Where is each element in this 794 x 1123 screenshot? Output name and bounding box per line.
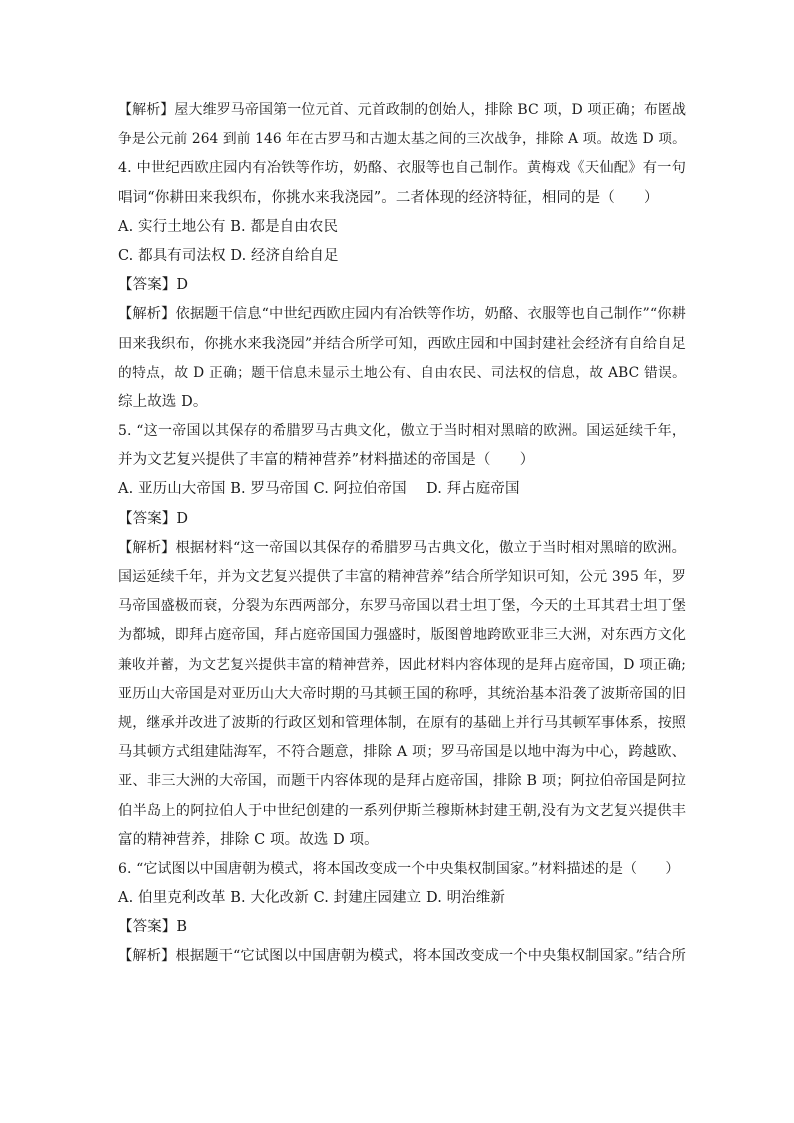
question-4-stem: 4. 中世纪西欧庄园内有冶铁等作坊，奶酪、衣服等也自己制作。黄梅戏《天仙配》有一句 <box>118 160 686 177</box>
text-line: 【解析】屋大维罗马帝国第一位元首、元首政制的创始人，排除 BC 项，D 项正确；布匿战 <box>118 102 687 118</box>
analysis-text: 亚历山大帝国是对亚历山大大帝时期的马其顿王国的称呼，其统治基本沿袭了波斯帝国的旧 <box>118 685 686 702</box>
question-4-options: C. 都具有司法权 D. 经济自给自足 <box>118 247 339 264</box>
analysis-text: 【解析】依据题干信息“中世纪西欧庄园内有冶铁等作坊，奶酪、衣服等也自己制作”“你耕 <box>118 306 686 323</box>
document-page <box>118 96 686 972</box>
analysis-text: 综上故选 D。 <box>118 393 208 410</box>
answer-label: 【答案】D <box>118 277 189 294</box>
analysis-text: 马帝国盛极而衰，分裂为东西两部分，东罗马帝国以君士坦丁堡，今天的土耳其君士坦丁堡 <box>118 598 686 615</box>
answer-label: 【答案】D <box>118 510 189 527</box>
question-5-stem: 5. “这一帝国以其保存的希腊罗马古典文化，傲立于当时相对黑暗的欧洲。国运延续千年， <box>118 423 686 440</box>
analysis-text: 亚、非三大洲的大帝国，而题干内容体现的是拜占庭帝国，排除 B 项；阿拉伯帝国是阿拉 <box>118 773 686 790</box>
analysis-text: 马其顿方式组建陆海军，不符合题意，排除 A 项；罗马帝国是以地中海为中心，跨越欧、 <box>118 744 686 761</box>
analysis-text: 兼收并蓄，为文艺复兴提供丰富的精神营养，因此材料内容体现的是拜占庭帝国，D 项正确; <box>118 656 686 673</box>
analysis-text: 的特点，故 D 正确；题干信息未显示土地公有、自由农民、司法权的信息，故 ABC 错误。 <box>118 364 686 381</box>
answer-label: 【答案】B <box>118 919 188 936</box>
analysis-text: 【解析】根据题干“它试图以中国唐朝为模式，将本国改变成一个中央集权制国家。”结合所 <box>118 948 686 965</box>
question-4-options: A. 实行土地公有 B. 都是自由农民 <box>118 218 339 235</box>
analysis-text: 伯半岛上的阿拉伯人于中世纪创建的一系列伊斯兰穆斯林封建王朝,没有为文艺复兴提供丰 <box>118 802 686 819</box>
analysis-text: 田来我织布，你挑水来我浇园”并结合所学可知，西欧庄园和中国封建社会经济有自给自足 <box>118 335 686 352</box>
question-5-options: A. 亚历山大帝国 B. 罗马帝国 C. 阿拉伯帝国 D. 拜占庭帝国 <box>118 481 520 498</box>
text-line: 争是公元前 264 到前 146 年在古罗马和古迦太基之间的三次战争，排除 A 项。故选 D 项。 <box>118 131 686 148</box>
analysis-text: 【解析】根据材料“这一帝国以其保存的希腊罗马古典文化，傲立于当时相对黑暗的欧洲。 <box>118 539 686 556</box>
question-6-options: A. 伯里克利改革 B. 大化改新 C. 封建庄园建立 D. 明治维新 <box>118 890 506 907</box>
analysis-text: 为都城，即拜占庭帝国，拜占庭帝国国力强盛时，版图曾地跨欧亚非三大洲，对东西方文化 <box>118 627 686 644</box>
analysis-text: 国运延续千年，并为文艺复兴提供了丰富的精神营养”结合所学知识可知，公元 395 年，罗 <box>118 569 686 585</box>
analysis-text: 规，继承并改进了波斯的行政区划和管理体制，在原有的基础上并行马其顿军事体系，按照 <box>118 714 686 731</box>
question-5-stem: 并为文艺复兴提供了丰富的精神营养”材料描述的帝国是（ ） <box>118 452 535 469</box>
question-6-stem: 6. “它试图以中国唐朝为模式，将本国改变成一个中央集权制国家。”材料描述的是（ ） <box>118 860 680 877</box>
analysis-text: 富的精神营养，排除 C 项。故选 D 项。 <box>118 831 379 848</box>
question-4-stem: 唱词“你耕田来我织布，你挑水来我浇园”。二者体现的经济特征，相同的是（ ） <box>118 189 659 206</box>
